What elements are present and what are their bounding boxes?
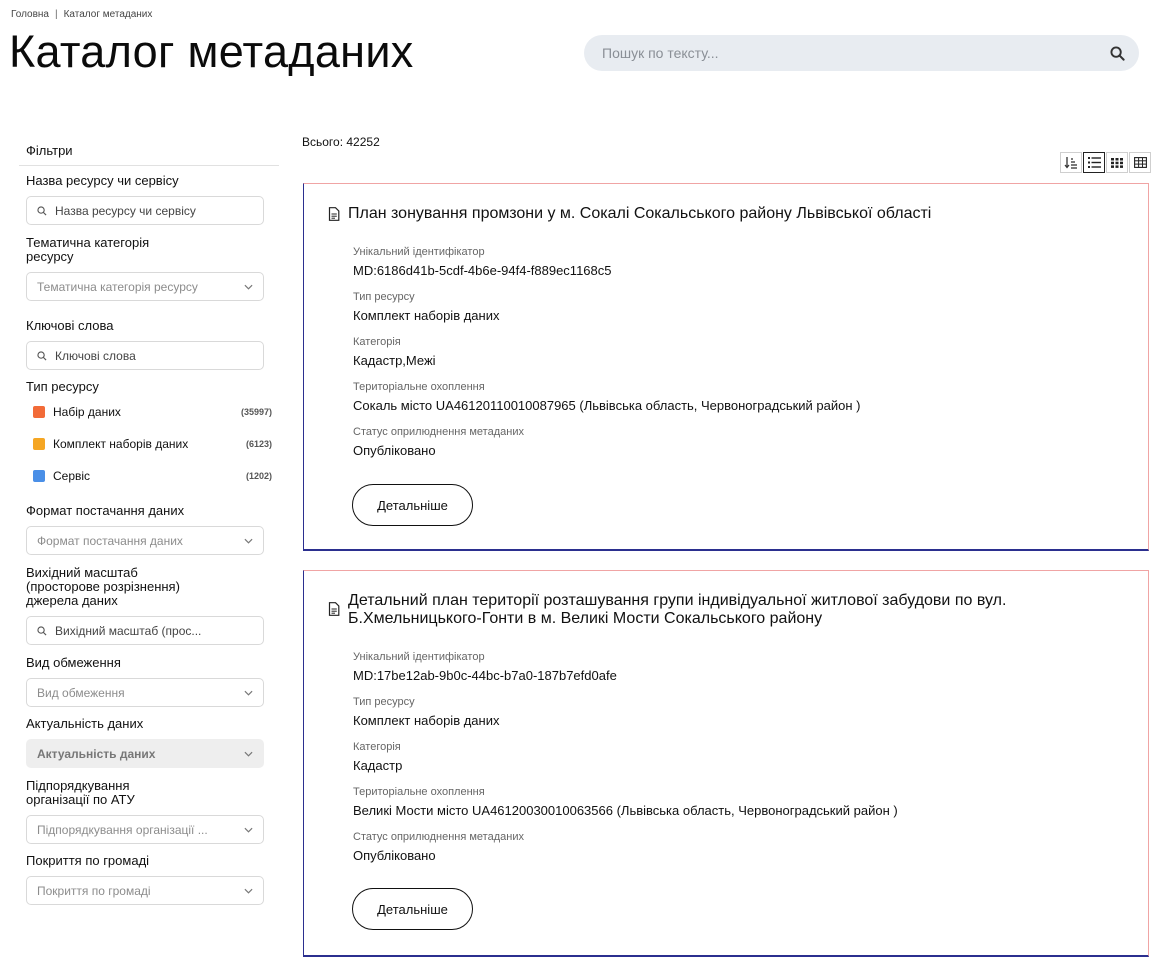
resource-type-count: (35997) [240,407,272,417]
search-bar [584,35,1139,71]
filters-sidebar [19,140,279,905]
details-button[interactable]: Детальніше [352,888,473,930]
resource-type-list [19,402,279,486]
result-card [303,570,1149,957]
breadcrumb-separator: | [55,9,58,20]
page-title: Каталог метаданих [9,26,414,77]
keywords-input[interactable] [26,341,264,370]
chevron-down-icon [244,284,253,290]
view-toggles [1059,152,1151,173]
chevron-down-icon [244,751,253,757]
resource-type-count: (6123) [245,439,272,449]
dataset-series-color-swatch [33,438,45,450]
field-value: Великі Мости місто UA46120030010063566 (Львівська область, Червоноградський район ) [353,803,898,818]
field-label: Унікальний ідентифікатор [353,246,485,258]
thematic-category-placeholder: Тематична категорія ресурсу [37,279,198,294]
field-identifier [353,651,898,683]
resource-name-input[interactable] [26,196,264,225]
filter-label-keywords: Ключові слова [26,318,114,333]
results-total: Всього: 42252 [302,135,380,149]
source-scale-placeholder: Вихідний масштаб (прос... [55,623,202,638]
filter-label-restriction-type: Вид обмеження [26,655,121,670]
field-value: Опубліковано [353,443,436,458]
result-title[interactable]: План зонування промзони у м. Сокалі Сокальського району Львівської області [348,205,932,222]
details-button[interactable]: Детальніше [352,484,473,526]
filter-label-source-scale: Вихідний масштаб (просторове розрізнення) джерела даних [26,565,180,608]
thematic-category-select[interactable] [26,272,264,301]
field-value: MD:17be12ab-9b0c-44bc-b7a0-187b7efd0afe [353,668,617,683]
community-coverage-placeholder: Покриття по громаді [37,883,151,898]
filter-label-delivery-format: Формат постачання даних [26,503,185,518]
field-label: Категорія [353,741,401,753]
field-label: Територіальне охоплення [353,786,485,798]
search-icon [37,351,47,361]
resource-name-placeholder: Назва ресурсу чи сервісу [55,203,196,218]
result-title-row [328,592,1088,628]
field-category [353,336,861,368]
service-color-swatch [33,470,45,482]
sort-icon[interactable] [1060,152,1082,173]
ato-subordination-placeholder: Підпорядкування організації ... [37,822,208,837]
keywords-placeholder: Ключові слова [55,348,136,363]
resource-type-dataset-series[interactable] [19,434,279,454]
chevron-down-icon [244,538,253,544]
field-publication-status [353,831,898,863]
field-label: Тип ресурсу [353,291,415,303]
filters-title: Фільтри [19,140,279,166]
field-label: Статус оприлюднення метаданих [353,831,524,843]
restriction-type-select[interactable] [26,678,264,707]
dataset-color-swatch [33,406,45,418]
resource-type-dataset[interactable] [19,402,279,422]
data-relevance-select [26,739,264,768]
breadcrumb [11,9,152,20]
result-title-row [328,205,1088,226]
search-icon[interactable] [1107,43,1127,63]
document-icon [328,207,340,226]
data-relevance-placeholder: Актуальність даних [37,746,156,761]
chevron-down-icon [244,827,253,833]
field-category [353,741,898,773]
field-label: Унікальний ідентифікатор [353,651,485,663]
resource-type-count: (1202) [245,471,272,481]
list-view-icon[interactable] [1083,152,1105,173]
community-coverage-select[interactable] [26,876,264,905]
resource-type-label: Комплект наборів даних [53,437,189,451]
result-fields [353,651,898,876]
resource-type-label: Набір даних [53,405,121,419]
resource-type-service[interactable] [19,466,279,486]
filter-label-thematic-category: Тематична категорія ресурсу [26,235,150,264]
result-title[interactable]: Детальний план території розташування групи індивідуальної житлової забудови по вул. Б.Хмельницького-Гонти в м. Великі Мости Сокальського району [348,592,1007,627]
table-view-icon[interactable] [1129,152,1151,173]
delivery-format-select[interactable] [26,526,264,555]
search-input[interactable] [602,45,1107,61]
delivery-format-placeholder: Формат постачання даних [37,533,183,548]
breadcrumb-current: Каталог метаданих [63,9,153,20]
field-label: Статус оприлюднення метаданих [353,426,524,438]
restriction-type-placeholder: Вид обмеження [37,685,125,700]
result-fields [353,246,861,471]
chevron-down-icon [244,888,253,894]
field-territorial-coverage [353,381,861,413]
field-value: Кадастр [353,758,403,773]
search-icon [37,206,47,216]
field-value: MD:6186d41b-5cdf-4b6e-94f4-f889ec1168c5 [353,263,612,278]
grid-view-icon[interactable] [1106,152,1128,173]
search-icon [37,626,47,636]
filter-label-resource-name: Назва ресурсу чи сервісу [26,173,179,188]
breadcrumb-home-link[interactable]: Головна [11,9,49,20]
filter-label-resource-type: Тип ресурсу [26,379,99,394]
field-value: Сокаль місто UA46120110010087965 (Львівська область, Червоноградський район ) [353,398,861,413]
field-territorial-coverage [353,786,898,818]
field-publication-status [353,426,861,458]
chevron-down-icon [244,690,253,696]
source-scale-input[interactable] [26,616,264,645]
field-label: Тип ресурсу [353,696,415,708]
document-icon [328,602,340,621]
field-identifier [353,246,861,278]
field-value: Кадастр,Межі [353,353,436,368]
field-label: Територіальне охоплення [353,381,485,393]
field-resource-type [353,291,861,323]
field-value: Комплект наборів даних [353,713,500,728]
field-value: Опубліковано [353,848,436,863]
filter-label-data-relevance: Актуальність даних [26,716,144,731]
field-resource-type [353,696,898,728]
ato-subordination-select[interactable] [26,815,264,844]
resource-type-label: Сервіс [53,469,91,483]
field-label: Категорія [353,336,401,348]
filter-label-ato-subordination: Підпорядкування організації по АТУ [26,778,135,807]
filter-label-community-coverage: Покриття по громаді [26,853,150,868]
result-card [303,183,1149,551]
field-value: Комплект наборів даних [353,308,500,323]
